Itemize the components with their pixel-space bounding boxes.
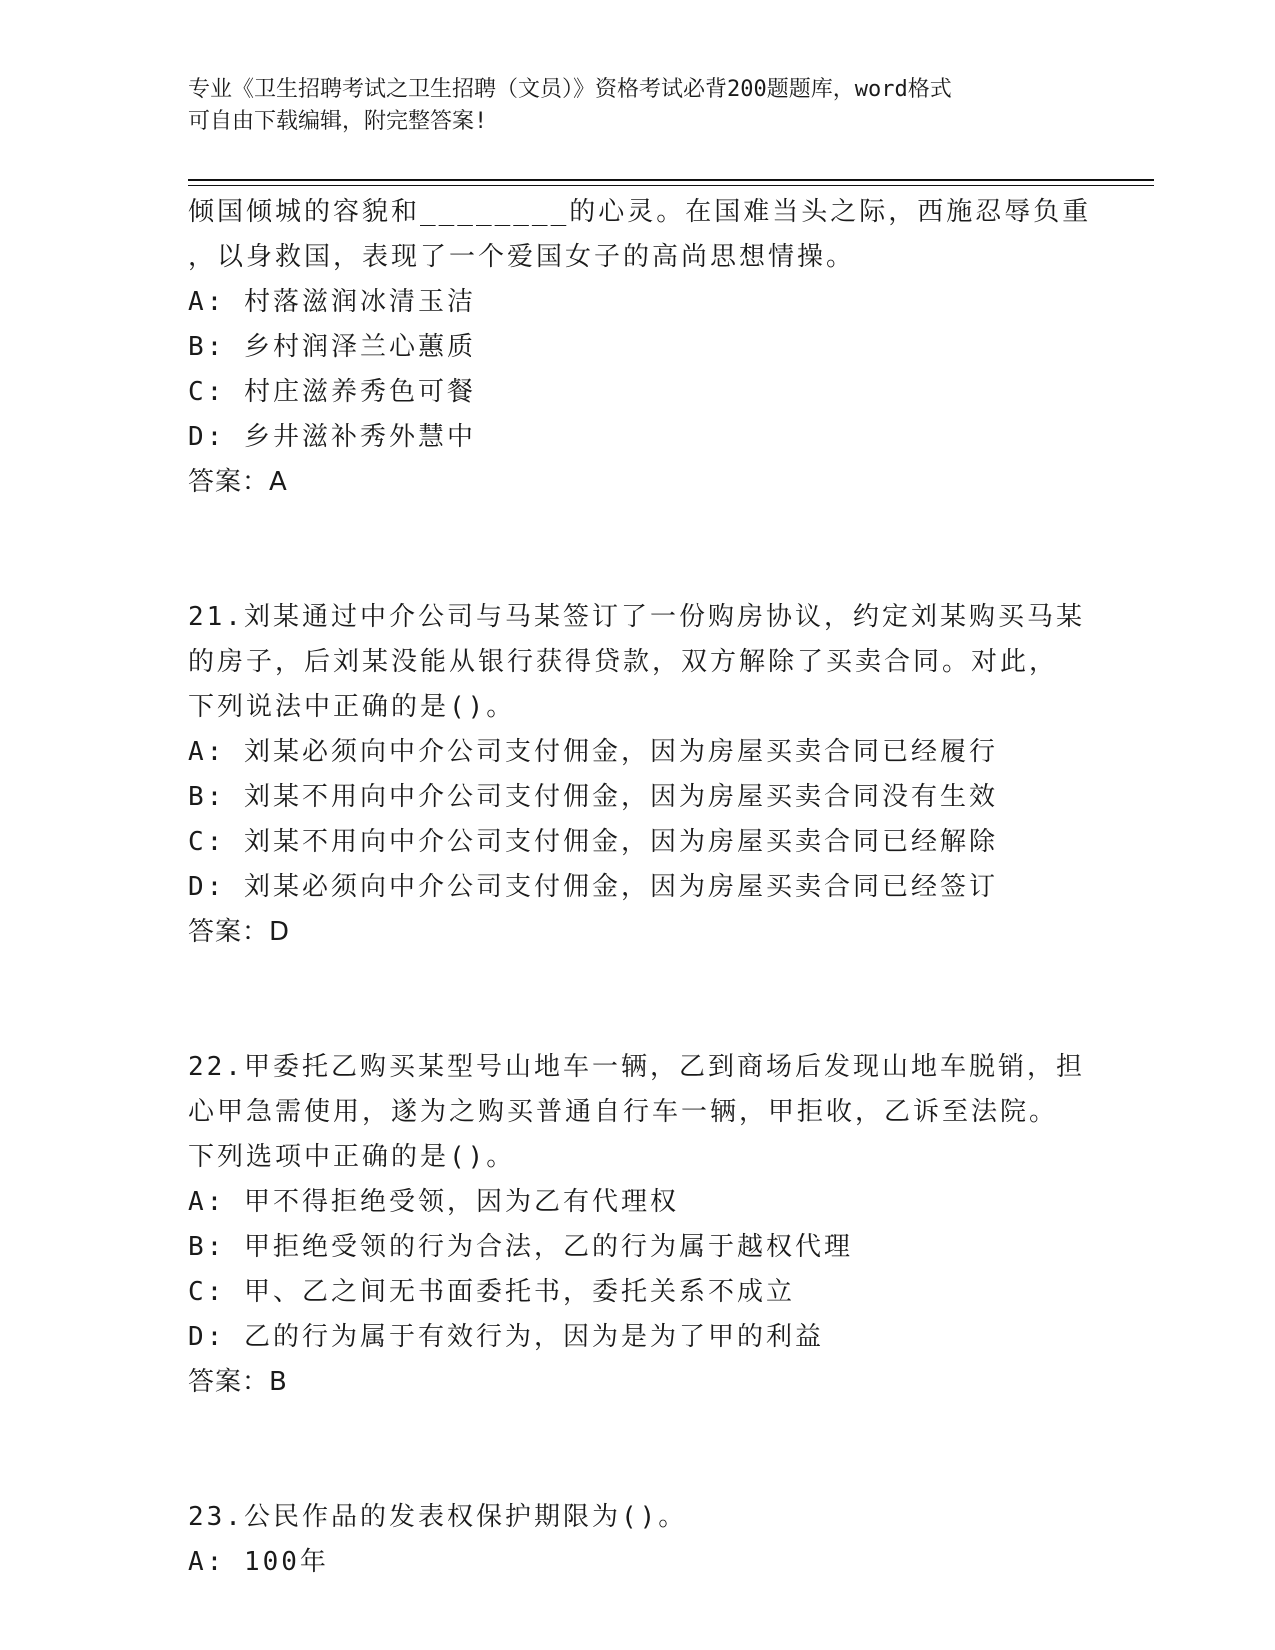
question-stem-line: 21.刘某通过中介公司与马某签订了一份购房协议，约定刘某购买马某 [188, 602, 1085, 632]
question-stem-line: 下列说法中正确的是()。 [188, 692, 516, 722]
option-b: B: 甲拒绝受领的行为合法，乙的行为属于越权代理 [188, 1232, 853, 1262]
question-block [188, 1495, 1088, 1585]
question-block [188, 1045, 1088, 1405]
option-d: D: 刘某必须向中介公司支付佣金，因为房屋买卖合同已经签订 [188, 872, 998, 902]
option-c: C: 刘某不用向中介公司支付佣金，因为房屋买卖合同已经解除 [188, 827, 998, 857]
question-list [188, 190, 1092, 1585]
option-b: B: 乡村润泽兰心蕙质 [188, 332, 476, 362]
option-a: A: 村落滋润冰清玉洁 [188, 287, 476, 317]
question-stem-line: 倾国倾城的容貌和________的心灵。在国难当头之际，西施忍辱负重 [188, 197, 1092, 227]
question-stem-line: 22.甲委托乙购买某型号山地车一辆，乙到商场后发现山地车脱销，担 [188, 1052, 1085, 1082]
answer-line: 答案：B [188, 1367, 288, 1397]
question-block [188, 595, 1088, 955]
option-b: B: 刘某不用向中介公司支付佣金，因为房屋买卖合同没有生效 [188, 782, 998, 812]
question-stem-line: 23.公民作品的发表权保护期限为()。 [188, 1502, 688, 1532]
header-divider-thick [188, 179, 1154, 181]
question-stem-line: 心甲急需使用，遂为之购买普通自行车一辆，甲拒收，乙诉至法院。 [188, 1097, 1059, 1127]
header-divider-thin [188, 185, 1154, 186]
question-stem-line: ，以身救国，表现了一个爱国女子的高尚思想情操。 [188, 242, 856, 272]
question-block [188, 190, 1092, 505]
header-title-line-1: 专业《卫生招聘考试之卫生招聘（文员）》资格考试必背200题题库，word格式 [188, 77, 952, 102]
option-a: A: 甲不得拒绝受领，因为乙有代理权 [188, 1187, 679, 1217]
option-a: A: 刘某必须向中介公司支付佣金，因为房屋买卖合同已经履行 [188, 737, 998, 767]
answer-line: 答案：D [188, 917, 291, 947]
option-d: D: 乡井滋补秀外慧中 [188, 422, 476, 452]
option-c: C: 村庄滋养秀色可餐 [188, 377, 476, 407]
option-c: C: 甲、乙之间无书面委托书，委托关系不成立 [188, 1277, 795, 1307]
option-d: D: 乙的行为属于有效行为，因为是为了甲的利益 [188, 1322, 824, 1352]
question-stem-line: 下列选项中正确的是()。 [188, 1142, 516, 1172]
option-a: A: 100年 [188, 1547, 329, 1577]
header-title-line-2: 可自由下载编辑，附完整答案! [188, 109, 488, 134]
document-header [188, 74, 1088, 138]
question-stem-line: 的房子，后刘某没能从银行获得贷款，双方解除了买卖合同。对此， [188, 647, 1059, 677]
answer-line: 答案：A [188, 467, 288, 497]
